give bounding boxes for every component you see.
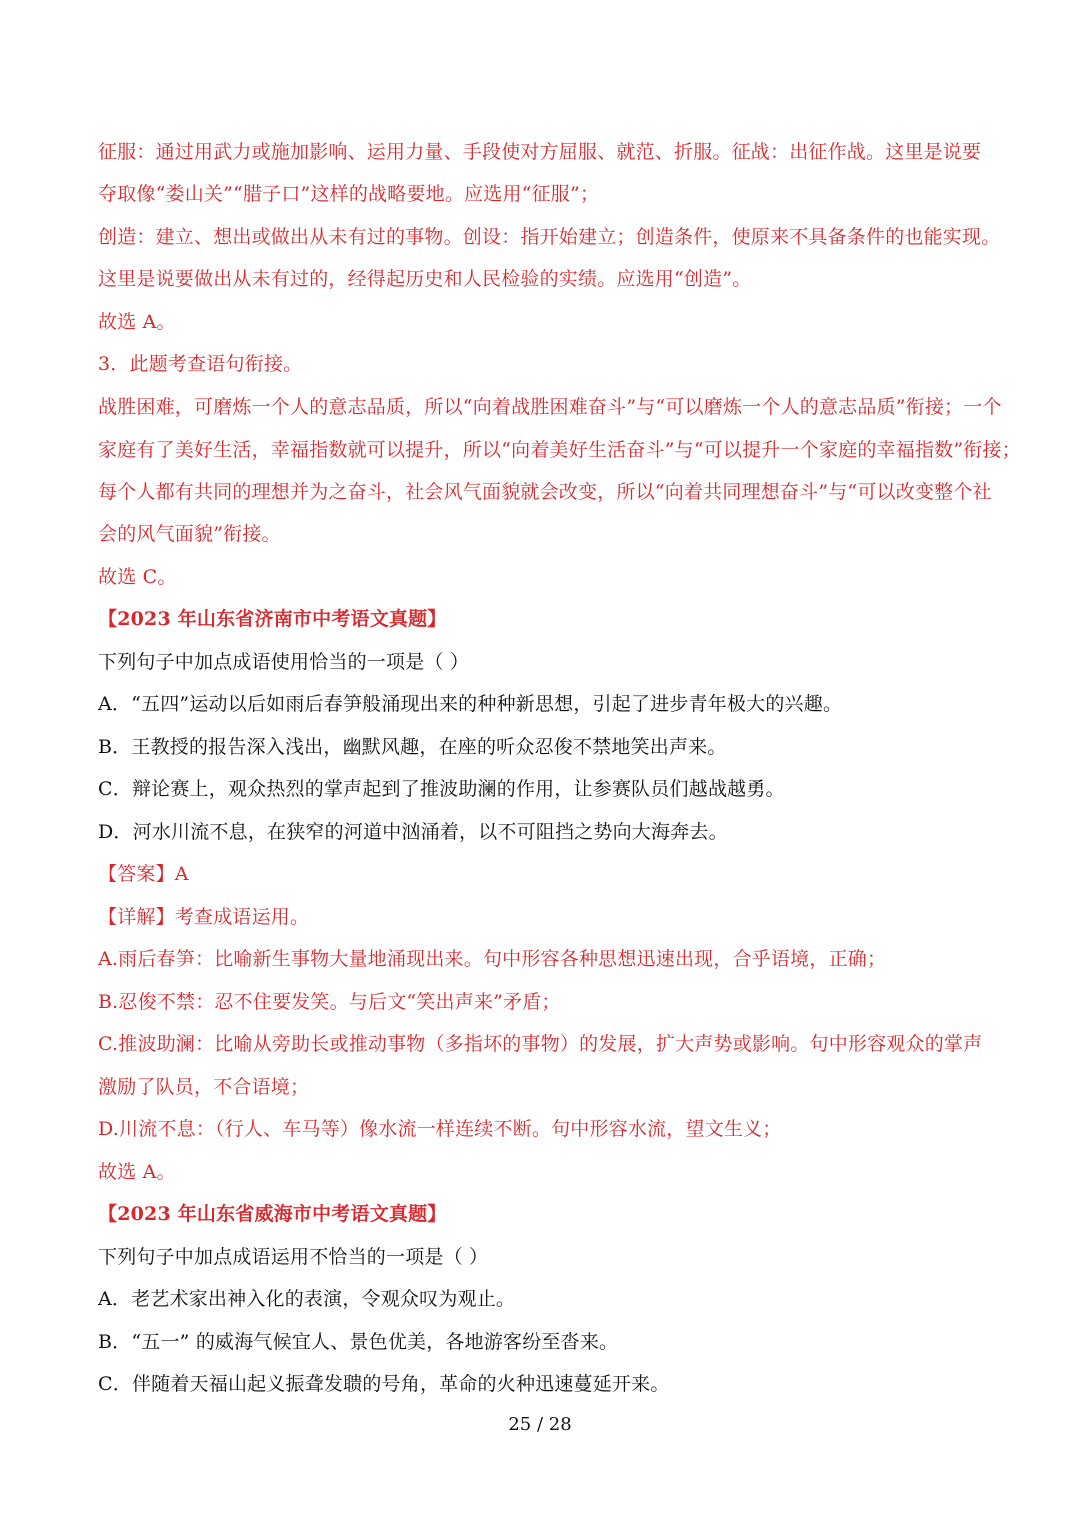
jinan-detail-label: 【详解】考查成语运用。 <box>98 906 310 928</box>
weihai-heading: 【2023 年山东省威海市中考语文真题】 <box>98 1203 447 1225</box>
jinan-option-b: B．王教授的报告深入浅出，幽默风趣，在座的听众忍俊不禁地笑出声来。 <box>98 736 727 758</box>
jinan-choose: 故选 A。 <box>98 1161 176 1183</box>
page-number: 25 / 28 <box>508 1414 572 1435</box>
choose-a-q2: 故选 A。 <box>98 311 176 333</box>
q3-title: 3．此题考查语句衔接。 <box>98 353 303 375</box>
weihai-option-c: C．伴随着天福山起义振聋发聩的号角，革命的火种迅速蔓延开来。 <box>98 1373 670 1395</box>
jinan-explanation-b: B.忍俊不禁：忍不住要发笑。与后文“笑出声来”矛盾； <box>98 991 561 1013</box>
q3-explanation-line-2: 家庭有了美好生活，幸福指数就可以提升，所以“向着美好生活奋斗”与“可以提升一个家庭的幸福指数”衔接； <box>98 439 1021 461</box>
weihai-option-a: A．老艺术家出神入化的表演，令观众叹为观止。 <box>98 1288 516 1310</box>
jinan-explanation-c-line-2: 激励了队员，不合语境； <box>98 1076 310 1098</box>
jinan-option-d: D．河水川流不息，在狭窄的河道中汹涌着，以不可阻挡之势向大海奔去。 <box>98 821 728 843</box>
explanation-chuangzao-line-2: 这里是说要做出从未有过的，经得起历史和人民检验的实绩。应选用“创造”。 <box>98 268 752 290</box>
jinan-explanation-a: A.雨后春笋：比喻新生事物大量地涌现出来。句中形容各种思想迅速出现，合乎语境，正确； <box>98 948 887 970</box>
jinan-heading: 【2023 年山东省济南市中考语文真题】 <box>98 608 447 630</box>
explanation-zhengfu-line-2: 夺取像“娄山关”“腊子口”这样的战略要地。应选用“征服”； <box>98 183 600 205</box>
jinan-option-a: A．“五四”运动以后如雨后春笋般涌现出来的种种新思想，引起了进步青年极大的兴趣。 <box>98 693 843 715</box>
jinan-option-c: C．辩论赛上，观众热烈的掌声起到了推波助澜的作用，让参赛队员们越战越勇。 <box>98 778 785 800</box>
explanation-zhengfu-line-1: 征服：通过用武力或施加影响、运用力量、手段使对方屈服、就范、折服。征战：出征作战。这里是说要 <box>98 141 982 163</box>
q3-explanation-line-3: 每个人都有共同的理想并为之奋斗，社会风气面貌就会改变，所以“向着共同理想奋斗”与“可以改变整个社 <box>98 481 992 503</box>
explanation-chuangzao-line-1: 创造：建立、想出或做出从未有过的事物。创设：指开始建立；创造条件，使原来不具备条件的也能实现。 <box>98 226 1001 248</box>
choose-c-q3: 故选 C。 <box>98 566 177 588</box>
weihai-question: 下列句子中加点成语运用不恰当的一项是（ ） <box>98 1246 489 1268</box>
jinan-answer: 【答案】A <box>98 863 189 885</box>
jinan-explanation-c-line-1: C.推波助澜：比喻从旁助长或推动事物（多指坏的事物）的发展，扩大声势或影响。句中形容观众的掌声 <box>98 1033 983 1055</box>
jinan-question: 下列句子中加点成语使用恰当的一项是（ ） <box>98 651 470 673</box>
weihai-option-b: B．“五一” 的威海气候宜人、景色优美，各地游客纷至沓来。 <box>98 1331 619 1353</box>
q3-explanation-line-4: 会的风气面貌”衔接。 <box>98 523 281 545</box>
q3-explanation-line-1: 战胜困难，可磨炼一个人的意志品质，所以“向着战胜困难奋斗”与“可以磨炼一个人的意志品质”衔接；一个 <box>98 396 1002 418</box>
jinan-explanation-d: D.川流不息：（行人、车马等）像水流一样连续不断。句中形容水流，望文生义； <box>98 1118 782 1140</box>
